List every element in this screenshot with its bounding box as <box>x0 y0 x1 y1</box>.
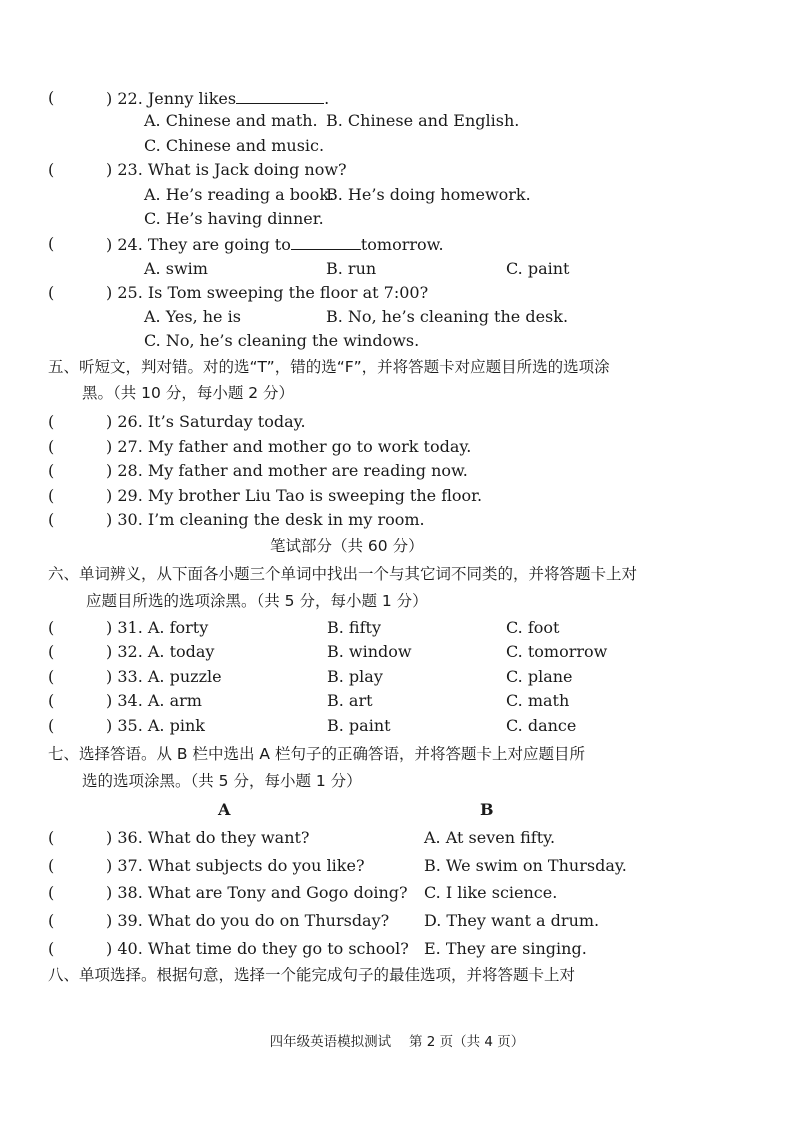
column-b-header: B <box>480 800 494 819</box>
answer-paren: ( <box>48 642 55 661</box>
question-text: ) 31. A. forty <box>106 618 209 637</box>
option-b: B. Chinese and English. <box>326 111 520 130</box>
option-a: A. Yes, he is <box>144 307 241 326</box>
answer-paren: ( <box>48 939 55 958</box>
section-7-title: 七、选择答语。从 B 栏中选出 A 栏句子的正确答语，并将答题卡上对应题目所 <box>48 745 585 763</box>
option-c: C. No, he’s cleaning the windows. <box>144 331 420 350</box>
written-section-header: 笔试部分（共 60 分） <box>270 537 424 555</box>
option-c: C. paint <box>506 259 570 278</box>
section-5-title: 五、听短文，判对错。对的选“T”，错的选“F”，并将答题卡对应题目所选的选项涂 <box>48 358 610 376</box>
question-text: ) 40. What time do they go to school? <box>106 939 409 958</box>
option-b: B. art <box>327 691 373 710</box>
answer-paren: ( <box>48 412 55 431</box>
question-text: ) 27. My father and mother go to work today. <box>106 437 472 456</box>
section-7-title-cont: 选的选项涂黑。（共 5 分，每小题 1 分） <box>82 772 362 790</box>
column-a-header: A <box>218 800 231 819</box>
answer-paren: ( <box>48 461 55 480</box>
answer-paren: ( <box>48 283 55 302</box>
option-c: C. Chinese and music. <box>144 136 325 155</box>
answer-paren: ( <box>48 667 55 686</box>
question-text: ) 25. Is Tom sweeping the floor at 7:00? <box>106 283 429 302</box>
answer-paren: ( <box>48 160 55 179</box>
answer-paren: ( <box>48 716 55 735</box>
answer-option: B. We swim on Thursday. <box>424 856 627 875</box>
option-c: C. foot <box>506 618 560 637</box>
option-b: B. No, he’s cleaning the desk. <box>326 307 569 326</box>
answer-paren: ( <box>48 437 55 456</box>
question-text: ) 37. What subjects do you like? <box>106 856 365 875</box>
answer-paren: ( <box>48 828 55 847</box>
question-text: ) 34. A. arm <box>106 691 202 710</box>
answer-paren: ( <box>48 883 55 902</box>
option-c: C. tomorrow <box>506 642 608 661</box>
answer-paren: ( <box>48 510 55 529</box>
question-text: ) 28. My father and mother are reading now. <box>106 461 468 480</box>
answer-paren: ( <box>48 618 55 637</box>
option-c: C. He’s having dinner. <box>144 209 324 228</box>
option-b: B. play <box>327 667 383 686</box>
answer-paren: ( <box>48 486 55 505</box>
section-6-title-cont: 应题目所选的选项涂黑。（共 5 分，每小题 1 分） <box>86 592 428 610</box>
option-b: B. He’s doing homework. <box>326 185 531 204</box>
question-text: ) 22. Jenny likes <box>106 89 237 108</box>
option-a: A. Chinese and math. <box>144 111 318 130</box>
answer-paren: ( <box>48 856 55 875</box>
answer-option: A. At seven fifty. <box>424 828 556 847</box>
page-footer: 四年级英语模拟测试 第 2 页（共 4 页） <box>269 1034 525 1050</box>
option-b: B. fifty <box>327 618 381 637</box>
option-b: B. window <box>327 642 412 661</box>
question-text: ) 30. I’m cleaning the desk in my room. <box>106 510 425 529</box>
question-text: ) 36. What do they want? <box>106 828 310 847</box>
option-c: C. dance <box>506 716 577 735</box>
section-6-title: 六、单词辨义，从下面各小题三个单词中找出一个与其它词不同类的，并将答题卡上对 <box>48 565 638 583</box>
fill-blank <box>236 88 324 104</box>
answer-option: C. I like science. <box>424 883 558 902</box>
answer-option: E. They are singing. <box>424 939 587 958</box>
option-b: B. paint <box>327 716 391 735</box>
option-b: B. run <box>326 259 377 278</box>
question-text: ) 39. What do you do on Thursday? <box>106 911 390 930</box>
question-text: ) 23. What is Jack doing now? <box>106 160 347 179</box>
answer-paren: ( <box>48 691 55 710</box>
section-8-title: 八、单项选择。根据句意，选择一个能完成句子的最佳选项，并将答题卡上对 <box>48 966 576 984</box>
answer-paren: ( <box>48 911 55 930</box>
question-text: ) 38. What are Tony and Gogo doing? <box>106 883 408 902</box>
answer-paren: ( <box>48 234 55 253</box>
question-text: ) 35. A. pink <box>106 716 205 735</box>
option-c: C. math <box>506 691 570 710</box>
section-5-title-cont: 黑。（共 10 分，每小题 2 分） <box>82 384 295 402</box>
question-text: ) 33. A. puzzle <box>106 667 222 686</box>
answer-option: D. They want a drum. <box>424 911 600 930</box>
fill-blank <box>291 234 361 250</box>
question-text: ) 26. It’s Saturday today. <box>106 412 306 431</box>
question-tail: tomorrow. <box>360 235 444 254</box>
option-a: A. He’s reading a book. <box>144 185 335 204</box>
question-text: ) 24. They are going to <box>106 235 291 254</box>
option-c: C. plane <box>506 667 573 686</box>
question-tail: . <box>324 89 330 108</box>
question-text: ) 32. A. today <box>106 642 215 661</box>
option-a: A. swim <box>144 259 208 278</box>
question-text: ) 29. My brother Liu Tao is sweeping the floor. <box>106 486 483 505</box>
answer-paren: ( <box>48 88 55 107</box>
